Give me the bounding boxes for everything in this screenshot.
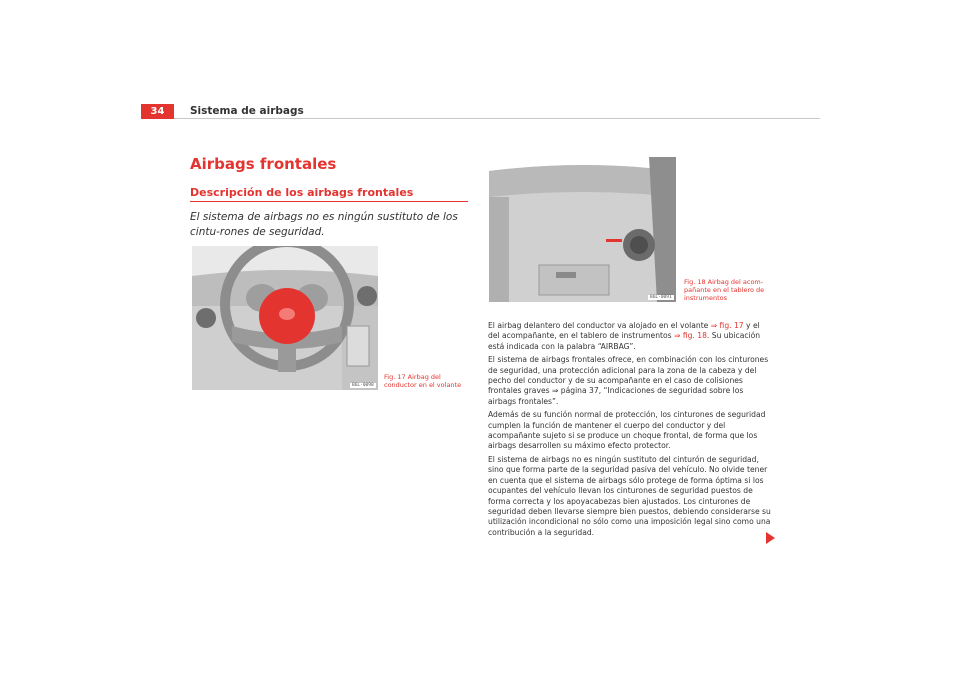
- figure-steering-wheel-airbag: [192, 246, 378, 390]
- dashboard-illustration: [489, 157, 676, 302]
- figure-link[interactable]: ⇒ fig. 17: [710, 321, 744, 330]
- body-text: [488, 321, 772, 541]
- page-number: 34: [141, 104, 174, 119]
- figure-caption: Fig. 17 Airbag del conductor en el volante: [384, 373, 462, 389]
- section-title: Airbags frontales: [190, 155, 337, 173]
- figure-caption: Fig. 18 Airbag del acom- pañante en el tablero de instrumentos: [684, 278, 765, 302]
- figure-passenger-airbag: [489, 157, 676, 302]
- figure-code: B6L-0090: [352, 383, 374, 388]
- continue-arrow-icon: [766, 532, 775, 544]
- subsection-title: Descripción de los airbags frontales: [190, 186, 414, 199]
- figure-code: B6L-0091: [650, 295, 672, 300]
- lead-paragraph: El sistema de airbags no es ningún sustituto de los cintu-rones de seguridad.: [190, 211, 458, 238]
- paragraph: El airbag delantero del conductor va alojado en el volante ⇒ fig. 17 y el del acompañante, en el tablero de instrumentos ⇒ fig. 18. Su ubicación está indicada con la palabra “AIRBAG”.: [488, 321, 761, 351]
- paragraph: El sistema de airbags no es ningún sustituto del cinturón de seguridad, sino que forma parte de la seguridad pasiva del vehículo. No olvide tener en cuenta que el sistema de airbags sólo protege de forma óptima si los ocupantes del vehículo llevan los cinturones de seguridad puestos de forma correcta y los apoyacabezas bien ajustados. Los cinturones de seguridad deben llevarse siempre bien puestos, debiendo considerarse su utilización incondicional no sólo como una imposición legal sino como una contribución a la seguridad.: [488, 454, 771, 537]
- running-title: Sistema de airbags: [190, 105, 304, 117]
- steering-wheel-illustration: [192, 246, 378, 390]
- paragraph: El sistema de airbags frontales ofrece, en combinación con los cinturones de seguridad, una protección adicional para la zona de la cabeza y del pecho del conductor y de su acompañante en el caso de colisiones frontales graves ⇒ página 37, “Indicaciones de seguridad sobre los airbags frontales”.: [488, 355, 769, 406]
- subsection-rule: [190, 201, 468, 202]
- figure-link[interactable]: ⇒ fig. 18: [674, 331, 707, 341]
- paragraph: Además de su función normal de protección, los cinturones de seguridad cumplen la función de mantener el cuerpo del conductor y del acompañante sujeto si se produce un choque frontal, de forma que los airbags desarrollen su máximo efecto protector.: [488, 410, 766, 451]
